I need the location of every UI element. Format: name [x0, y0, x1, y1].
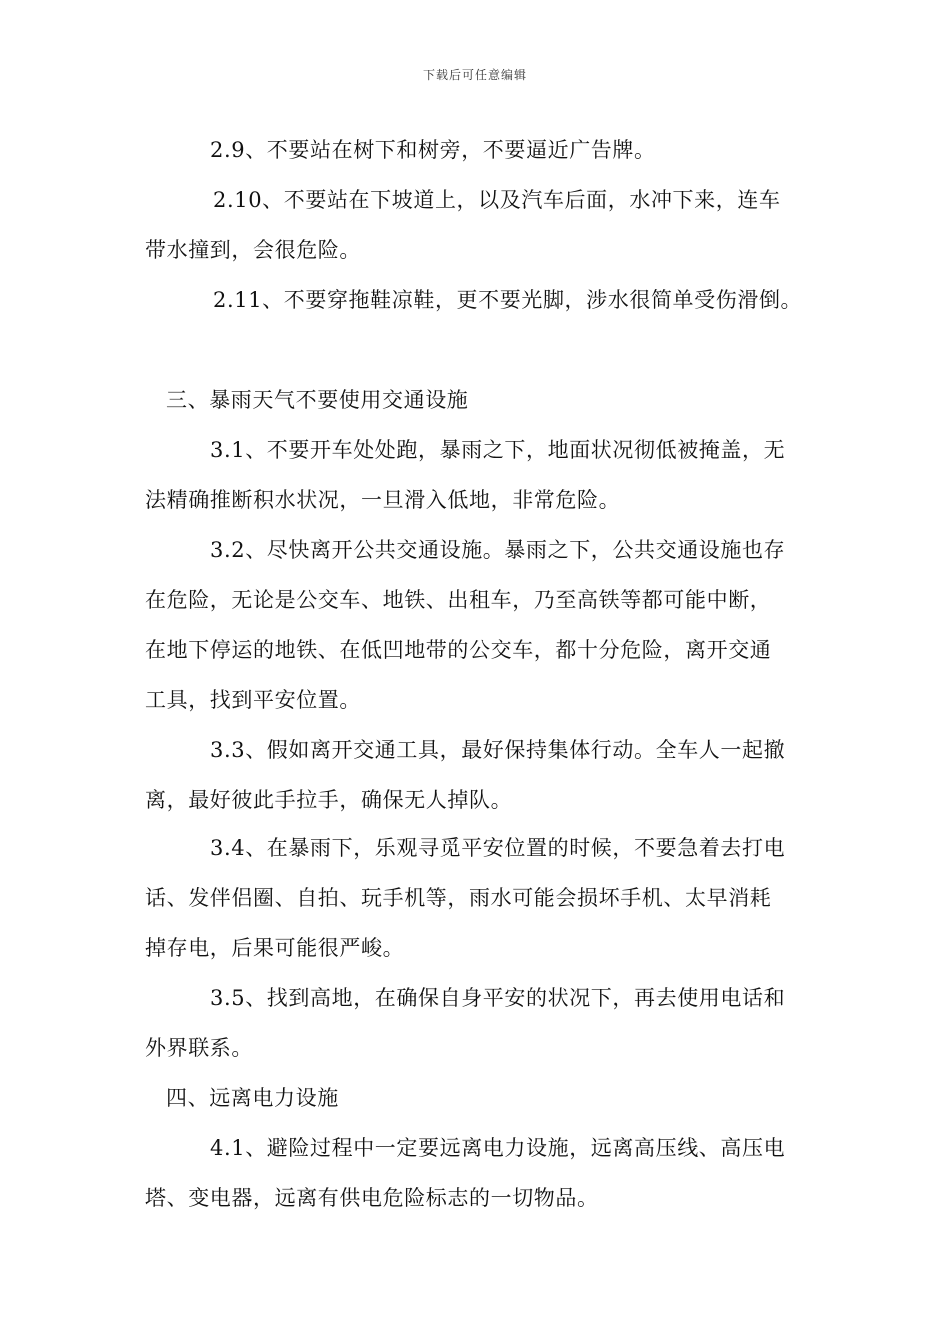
paragraph-3-3-line-1: 3.3、假如离开交通工具，最好保持集体行动。全车人一起撤: [210, 738, 786, 762]
paragraph-4-1-line-2: 塔、变电器，远离有供电危险标志的一切物品。: [145, 1186, 599, 1210]
paragraph-2-11: 2.11、不要穿拖鞋凉鞋，更不要光脚，涉水很简单受伤滑倒。: [213, 288, 803, 312]
paragraph-2-10-line-2: 带水撞到，会很危险。: [145, 238, 361, 262]
paragraph-3-4-line-1: 3.4、在暴雨下，乐观寻觅平安位置的时候，不要急着去打电: [210, 836, 786, 860]
section-heading-4: 四、远离电力设施: [166, 1086, 339, 1110]
paragraph-4-1-line-1: 4.1、避险过程中一定要远离电力设施，远离高压线、高压电: [210, 1136, 786, 1160]
paragraph-3-4-line-3: 掉存电，后果可能很严峻。: [145, 936, 405, 960]
paragraph-3-1-line-1: 3.1、不要开车处处跑，暴雨之下，地面状况彻低被掩盖，无: [210, 438, 786, 462]
paragraph-3-4-line-2: 话、发伴侣圈、自拍、玩手机等，雨水可能会损坏手机、太早消耗: [145, 886, 772, 910]
paragraph-2-10-line-1: 2.10、不要站在下坡道上，以及汽车后面，水冲下来，连车: [213, 188, 781, 212]
paragraph-3-3-line-2: 离，最好彼此手拉手，确保无人掉队。: [145, 788, 513, 812]
paragraph-2-9: 2.9、不要站在树下和树旁，不要逼近广告牌。: [210, 138, 656, 162]
paragraph-3-2-line-2: 在危险，无论是公交车、地铁、出租车，乃至高铁等都可能中断，: [145, 588, 772, 612]
page-header: 下载后可任意编辑: [422, 68, 527, 82]
paragraph-3-2-line-3: 在地下停运的地铁、在低凹地带的公交车，都十分危险，离开交通: [145, 638, 772, 662]
paragraph-3-1-line-2: 法精确推断积水状况，一旦滑入低地，非常危险。: [145, 488, 621, 512]
paragraph-3-5-line-1: 3.5、找到高地，在确保自身平安的状况下，再去使用电话和: [210, 986, 786, 1010]
paragraph-3-2-line-4: 工具，找到平安位置。: [145, 688, 361, 712]
paragraph-3-2-line-1: 3.2、尽快离开公共交通设施。暴雨之下，公共交通设施也存: [210, 538, 786, 562]
paragraph-3-5-line-2: 外界联系。: [145, 1036, 253, 1060]
section-heading-3: 三、暴雨天气不要使用交通设施: [166, 388, 469, 412]
